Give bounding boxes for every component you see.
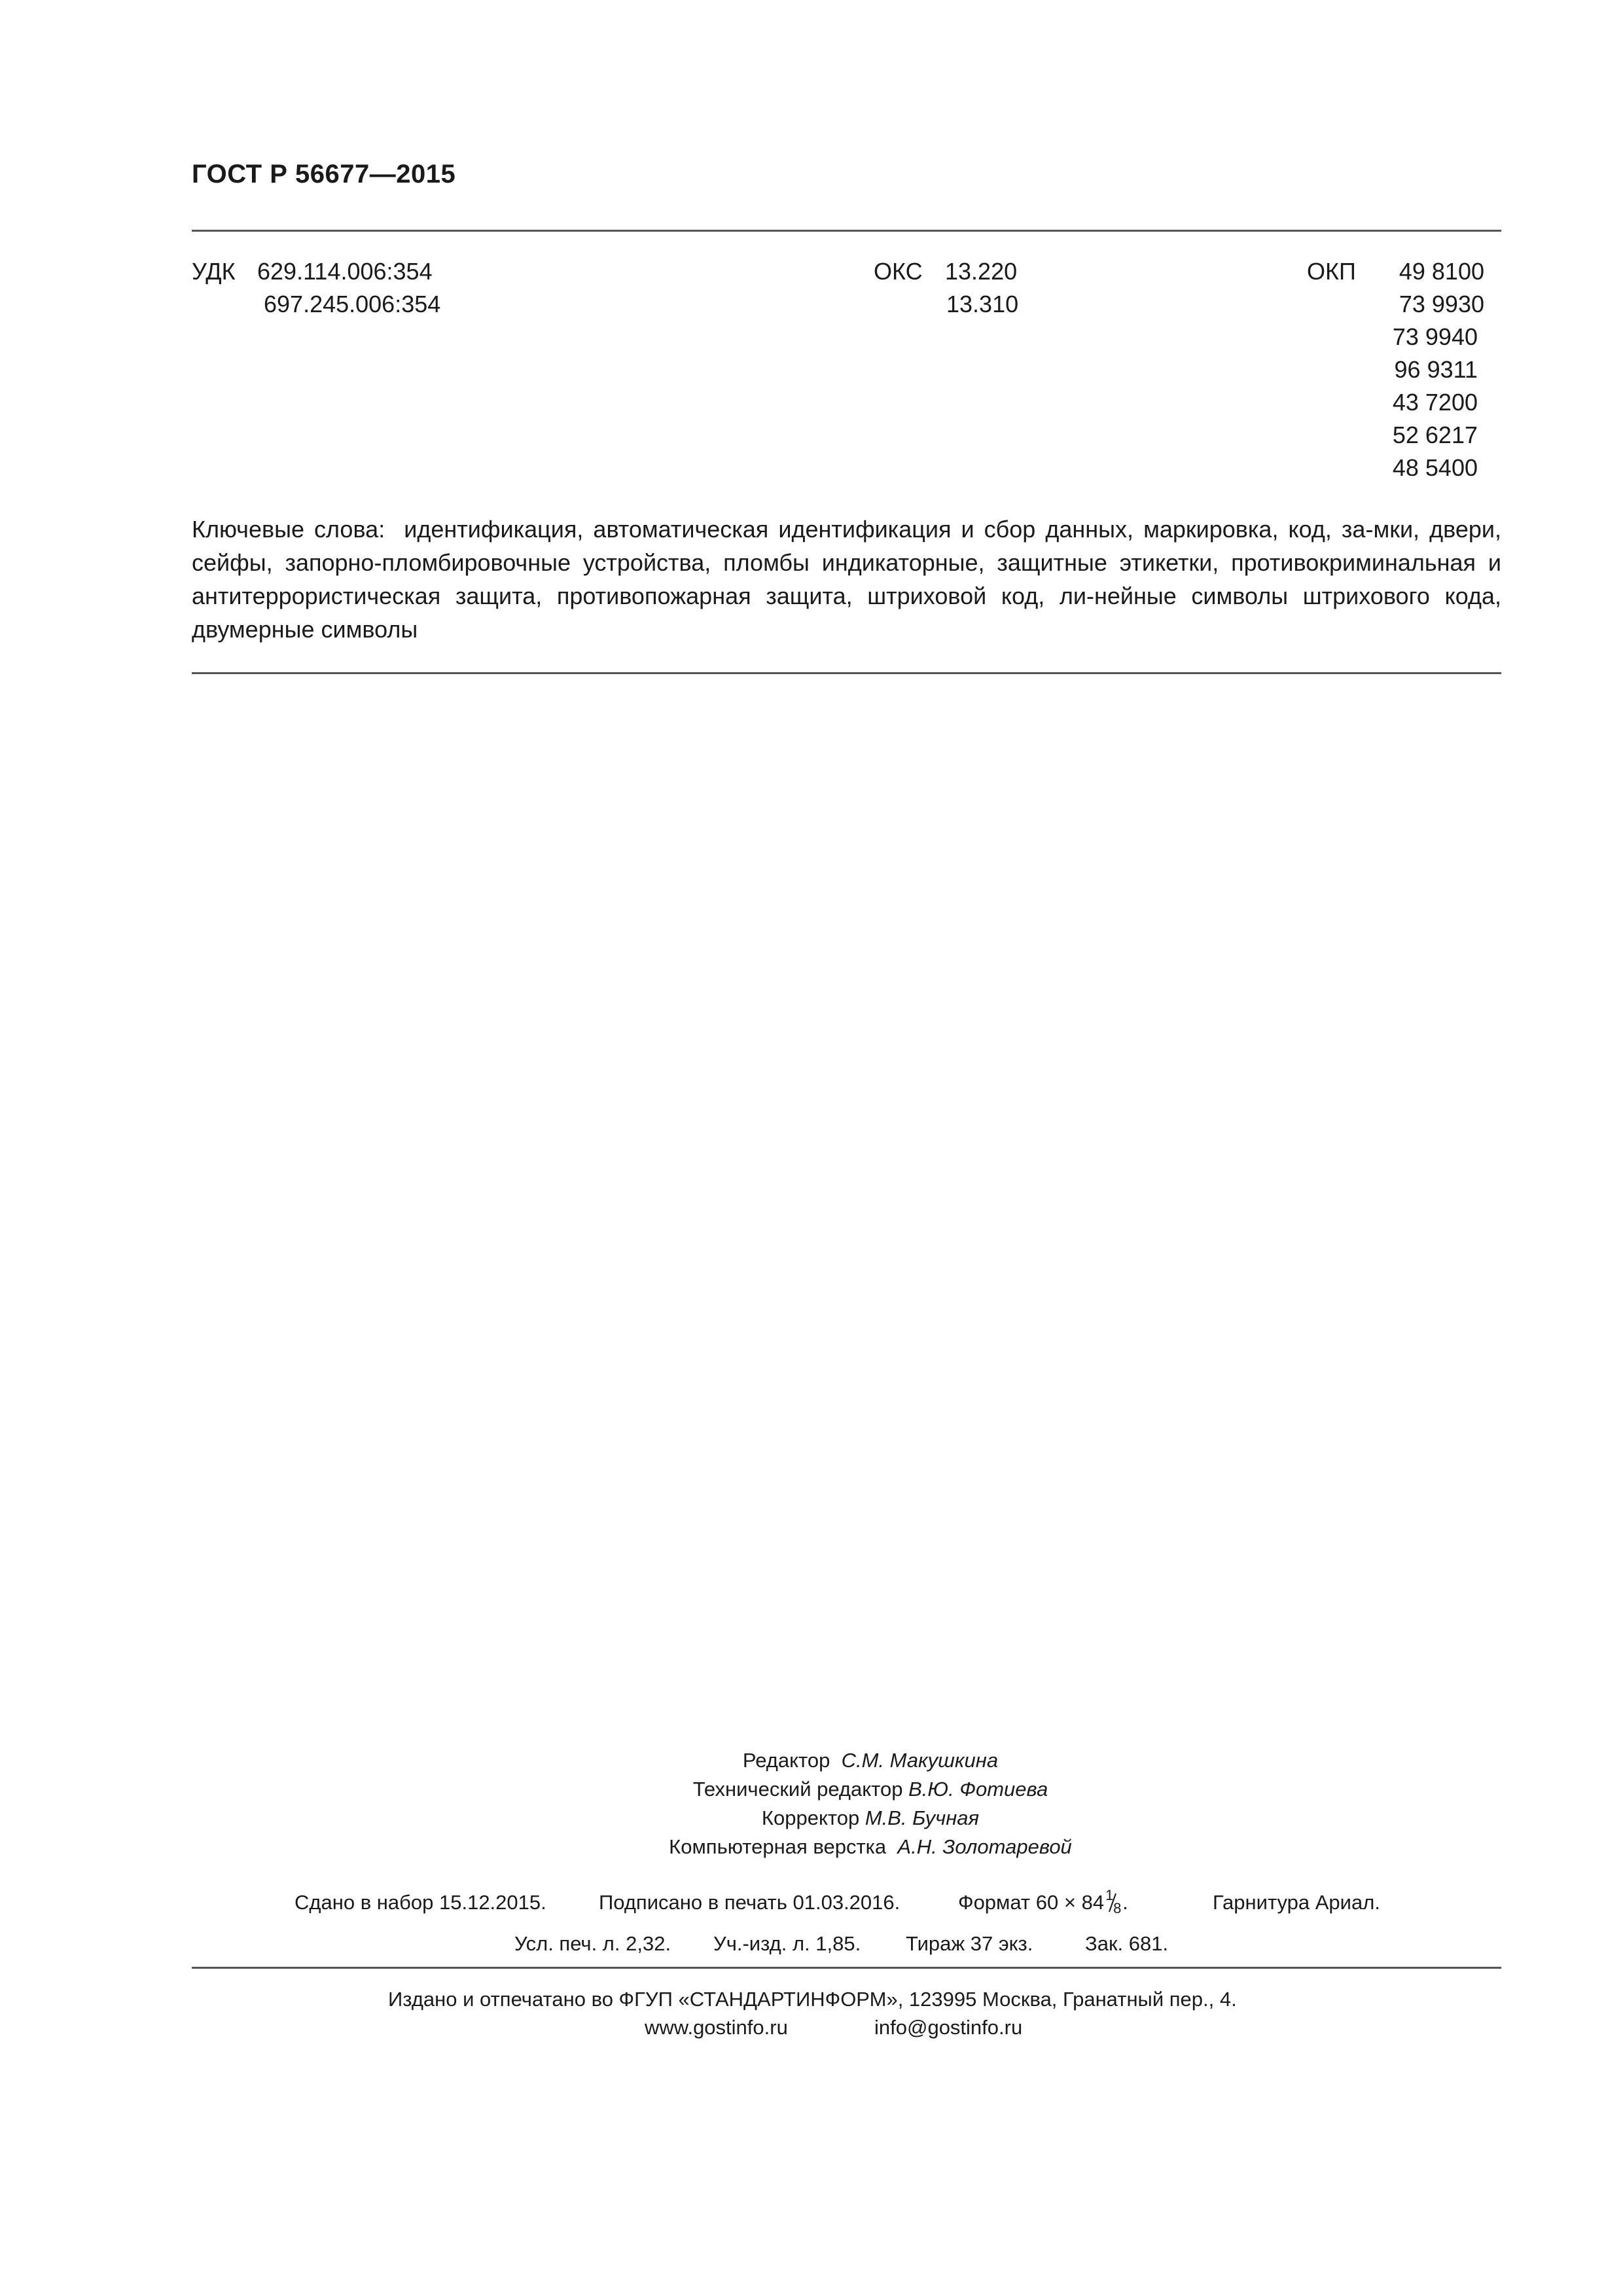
corrector-role: Корректор xyxy=(761,1806,860,1829)
corrector-name: М.В. Бучная xyxy=(865,1806,980,1829)
okp-label: ОКП xyxy=(1307,258,1356,285)
print-run: Тираж 37 экз. xyxy=(906,1932,1033,1955)
imprint-corrector xyxy=(589,1806,1152,1830)
format-info: Формат 60 × 84 1 8 . xyxy=(958,1887,1128,1916)
editor-name: С.М. Макушкина xyxy=(841,1749,999,1772)
order-number: Зак. 681. xyxy=(1085,1932,1169,1955)
submitted-date: Сдано в набор 15.12.2015. xyxy=(294,1891,546,1914)
keywords-text: идентификация, автоматическая идентификация и сбор данных, маркировка, код, за-мки, двери, сейфы, запорно-пломбировочные устройства, пломбы индикаторные, защитные этикетки, противокриминальная и антитеррористическая защита, противопожарная защита, штриховой код, ли-нейные символы штрихового кода, двумерные символы xyxy=(192,516,1501,643)
udk-code: 697.245.006:354 xyxy=(264,291,441,317)
oks-code: 13.220 xyxy=(945,258,1018,285)
imprint-layout xyxy=(589,1835,1152,1859)
publisher-website: www.gostinfo.ru xyxy=(645,2016,788,2039)
tech-editor-role: Технический редактор xyxy=(692,1778,903,1801)
udk-code: 629.114.006:354 xyxy=(257,258,433,285)
okp-code: 73 9940 xyxy=(1392,323,1478,350)
okp-code: 73 9930 xyxy=(1399,291,1484,317)
imprint-editor xyxy=(589,1749,1152,1772)
format-mid: 84 xyxy=(1081,1891,1105,1914)
keywords-paragraph xyxy=(192,512,1501,646)
publisher-email: info@gostinfo.ru xyxy=(874,2016,1023,2039)
okp-code: 52 6217 xyxy=(1392,422,1478,448)
udk-label: УДК xyxy=(192,258,236,285)
publisher-line: Издано и отпечатано во ФГУП «СТАНДАРТИНФОРМ», 123995 Москва, Гранатный пер., 4. xyxy=(388,1988,1237,2011)
fraction-numerator: 1 xyxy=(1105,1887,1114,1903)
tech-editor-name: В.Ю. Фотиева xyxy=(908,1778,1048,1801)
imprint-divider xyxy=(192,1967,1501,1969)
okp-code: 49 8100 xyxy=(1399,258,1484,285)
typeface-info: Гарнитура Ариал. xyxy=(1213,1891,1380,1914)
oks-label: ОКС xyxy=(874,258,923,285)
header-divider xyxy=(192,230,1501,232)
print-sheets: Усл. печ. л. 2,32. xyxy=(514,1932,671,1955)
keywords-divider xyxy=(192,672,1501,674)
format-fraction xyxy=(1104,1887,1122,1916)
signed-date: Подписано в печать 01.03.2016. xyxy=(599,1891,901,1914)
imprint-tech-editor xyxy=(589,1778,1152,1801)
layout-role: Компьютерная верстка xyxy=(669,1835,887,1858)
editor-role: Редактор xyxy=(742,1749,830,1772)
document-code: ГОСТ Р 56677—2015 xyxy=(192,160,456,188)
okp-code: 43 7200 xyxy=(1392,389,1478,416)
okp-code: 48 5400 xyxy=(1392,454,1478,481)
layout-name: А.Н. Золотаревой xyxy=(897,1835,1072,1858)
oks-code: 13.310 xyxy=(946,291,1019,317)
format-prefix: Формат 60 xyxy=(958,1891,1059,1914)
okp-code: 96 9311 xyxy=(1394,356,1478,383)
times-sign: × xyxy=(1063,1891,1076,1914)
fraction-denominator: 8 xyxy=(1113,1900,1122,1916)
publication-sheets: Уч.-изд. л. 1,85. xyxy=(713,1932,861,1955)
keywords-label: Ключевые слова: xyxy=(192,516,385,543)
